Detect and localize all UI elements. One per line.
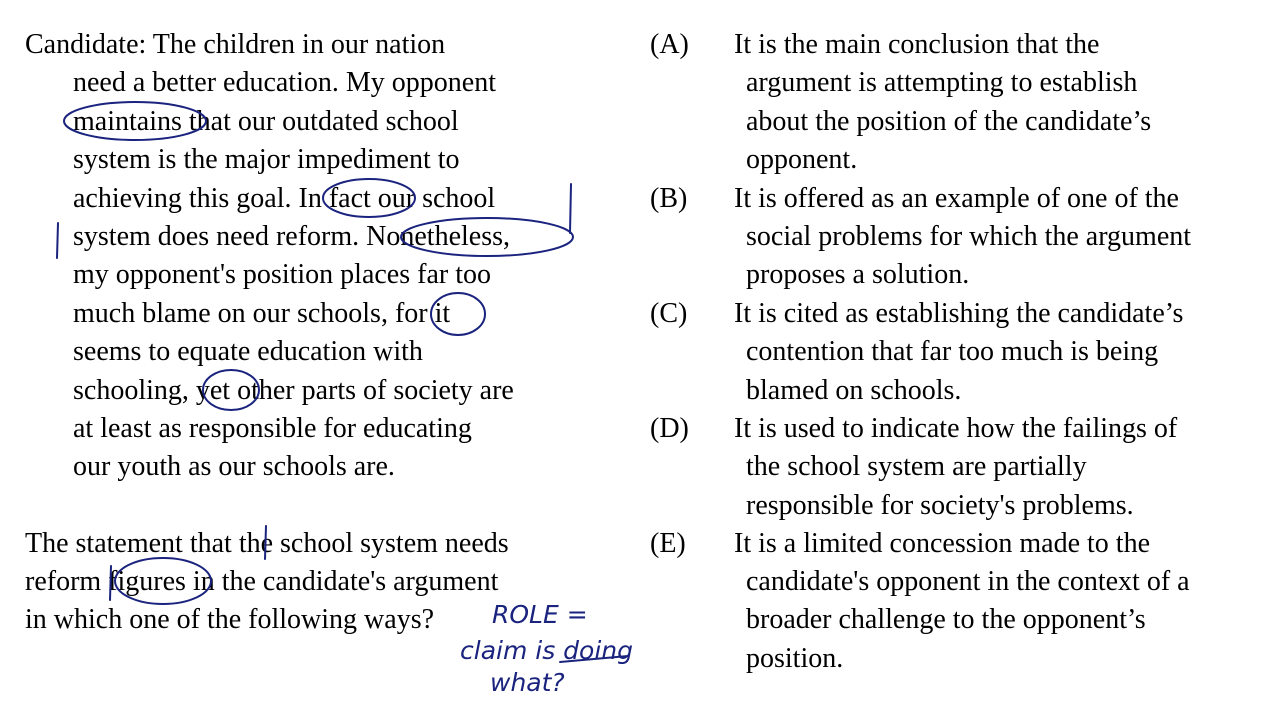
passage-line-5: achieving this goal. In fact our school [73, 183, 496, 214]
passage-line-7: my opponent's position places far too [73, 259, 491, 290]
option-b-line-1: It is offered as an example of one of the [734, 183, 1179, 214]
option-d-line-3: responsible for society's problems. [746, 490, 1134, 521]
option-c-line-2: contention that far too much is being [746, 336, 1159, 367]
option-a-label: (A) [650, 29, 689, 60]
note-claim-is-doing: claim is doing [460, 636, 633, 665]
passage-line-10: schooling, yet other parts of society are [73, 375, 514, 406]
option-b-line-2: social problems for which the argument [746, 221, 1192, 252]
option-b-line-3: proposes a solution. [746, 259, 970, 290]
option-b-label: (B) [650, 183, 688, 214]
passage-line-2: need a better education. My opponent [73, 67, 496, 98]
passage-line-12: our youth as our schools are. [73, 451, 395, 482]
option-d-line-2: the school system are partially [746, 451, 1087, 482]
question-line-3: in which one of the following ways? [25, 604, 435, 635]
option-e-line-4: position. [746, 643, 844, 674]
option-a-line-4: opponent. [746, 144, 858, 175]
option-d-line-1: It is used to indicate how the failings of [734, 413, 1178, 444]
option-a-line-3: about the position of the candidate’s [746, 106, 1152, 137]
note-role: ROLE = [492, 600, 588, 629]
option-d-label: (D) [650, 413, 689, 444]
bracket-right [570, 184, 571, 233]
passage-line-6: system does need reform. Nonetheless, [73, 221, 510, 252]
option-c-line-3: blamed on schools. [746, 375, 962, 406]
option-e-line-3: broader challenge to the opponent’s [746, 604, 1146, 635]
note-what: what? [490, 668, 565, 697]
option-c-label: (C) [650, 298, 688, 329]
option-e-line-1: It is a limited concession made to the [734, 528, 1151, 559]
option-a-line-1: It is the main conclusion that the [734, 29, 1100, 60]
passage-line-11: at least as responsible for educating [73, 413, 472, 444]
passage-line-8: much blame on our schools, for it [73, 298, 451, 329]
question-line-1: The statement that the school system needs [25, 528, 509, 559]
question-line-2: reform figures in the candidate's argument [25, 566, 499, 597]
bracket-left [57, 223, 58, 258]
passage-line-3: maintains that our outdated school [73, 106, 459, 137]
passage-line-1: Candidate: The children in our nation [25, 29, 446, 60]
option-c-line-1: It is cited as establishing the candidate’s [734, 298, 1184, 329]
passage-line-9: seems to equate education with [73, 336, 423, 367]
option-e-line-2: candidate's opponent in the context of a [746, 566, 1190, 597]
option-e-label: (E) [650, 528, 686, 559]
option-a-line-2: argument is attempting to establish [746, 67, 1138, 98]
passage-line-4: system is the major impediment to [73, 144, 460, 175]
